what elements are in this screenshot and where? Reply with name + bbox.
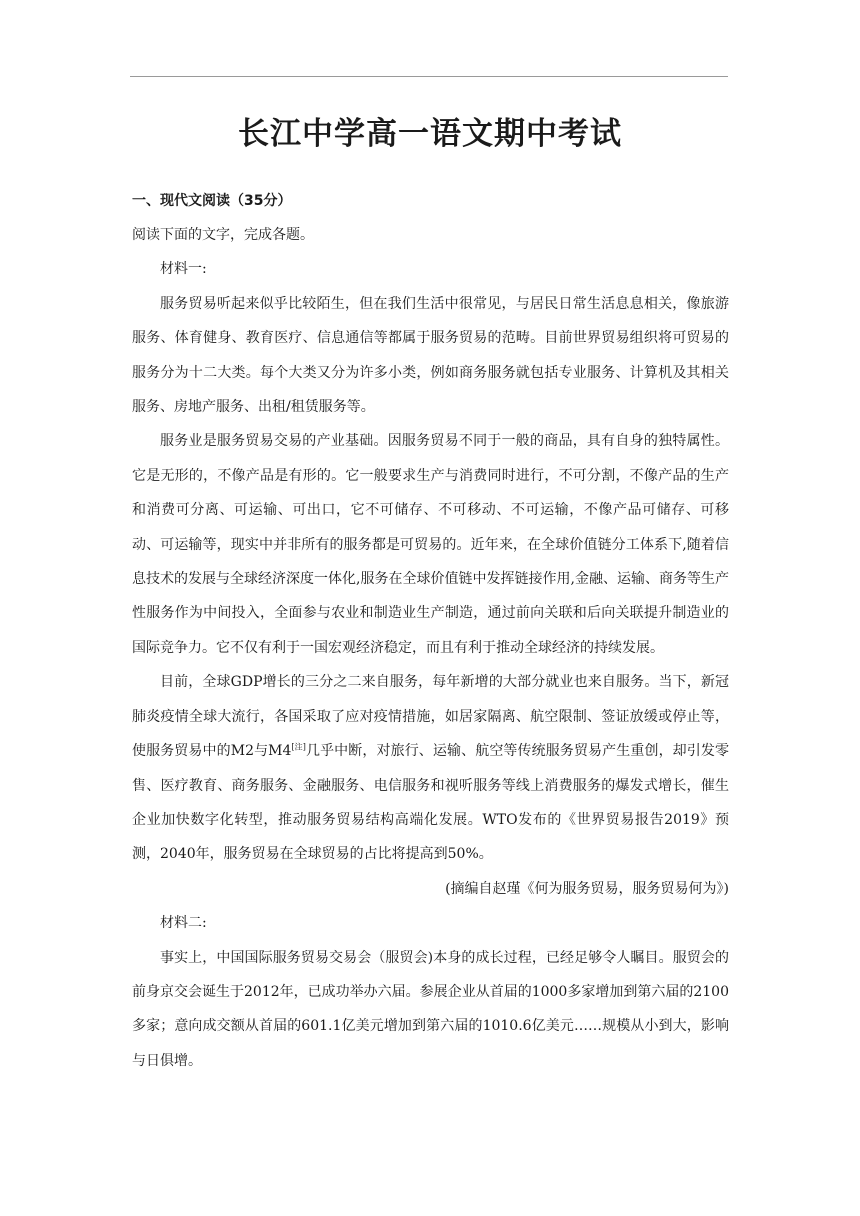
material-one-paragraph-3 — [132, 665, 729, 871]
exam-title: 长江中学高一语文期中考试 — [238, 116, 622, 152]
material-one-paragraph-2: 服务业是服务贸易交易的产业基础。因服务贸易不同于一般的商品，具有自身的独特属性。它是无形的，不像产品是有形的。它一般要求生产与消费同时进行，不可分割，不像产品的生产和消费可分离、可运输、可出口，它不可储存、不可移动、不可运输，不像产品可储存、可移动、可运输等，现实中并非所有的服务都是可贸易的。近年来，在全球价值链分工体系下,随着信息技术的发展与全球经济深度一体化,服务在全球价值链中发挥链接作用,金融、运输、商务等生产性服务作为中间投入，全面参与农业和制造业生产制造，通过前向关联和后向关联提升制造业的国际竞争力。它不仅有利于一国宏观经济稳定，而且有利于推动全球经济的持续发展。 — [132, 433, 729, 656]
paragraph-3-text-before: 目前，全球GDP增长的三分之二来自服务，每年新增的大部分就业也来自服务。当下，新冠肺炎疫情全球大流行，各国采取了应对疫情措施，如居家隔离、航空限制、签证放缓或停止等，使服务贸易中的M2与M4 — [132, 674, 729, 760]
section-heading: 一、现代文阅读（35分） — [132, 193, 292, 209]
material-two-paragraph-1: 事实上，中国国际服务贸易交易会（服贸会)本身的成长过程，已经足够令人瞩目。服贸会的前身京交会诞生于2012年，已成功举办六届。参展企业从首届的1000多家增加到第六届的2100多家；意向成交额从首届的601.1亿美元增加到第六届的1010.6亿美元……规模从小到大，影响与日俱增。 — [132, 949, 729, 1069]
material-one-label: 材料一: — [160, 261, 207, 278]
paragraph-3-text-after: 几乎中断，对旅行、运输、航空等传统服务贸易产生重创，却引发零售、医疗教育、商务服务、金融服务、电信服务和视听服务等线上消费服务的爆发式增长，催生企业加快数字化转型，推动服务贸易结构高端化发展。WTO发布的《世界贸易报告2019》预测，2040年，服务贸易在全球贸易的占比将提高到50%。 — [132, 743, 729, 863]
material-one-source: (摘编自赵瑾《何为服务贸易，服务贸易何为》) — [445, 880, 729, 897]
footnote-marker[interactable]: [注] — [291, 742, 306, 752]
material-two-label: 材料二: — [160, 915, 207, 932]
reading-passage — [132, 218, 729, 1078]
header-rule — [130, 76, 728, 77]
material-one-paragraph-1: 服务贸易听起来似乎比较陌生，但在我们生活中很常见，与居民日常生活息息相关，像旅游服务、体育健身、教育医疗、信息通信等都属于服务贸易的范畴。目前世界贸易组织将可贸易的服务分为十二大类。每个大类又分为许多小类，例如商务服务就包括专业服务、计算机及其相关服务、房地产服务、出租/租赁服务等。 — [132, 295, 729, 416]
instruction-text: 阅读下面的文字，完成各题。 — [132, 227, 314, 243]
